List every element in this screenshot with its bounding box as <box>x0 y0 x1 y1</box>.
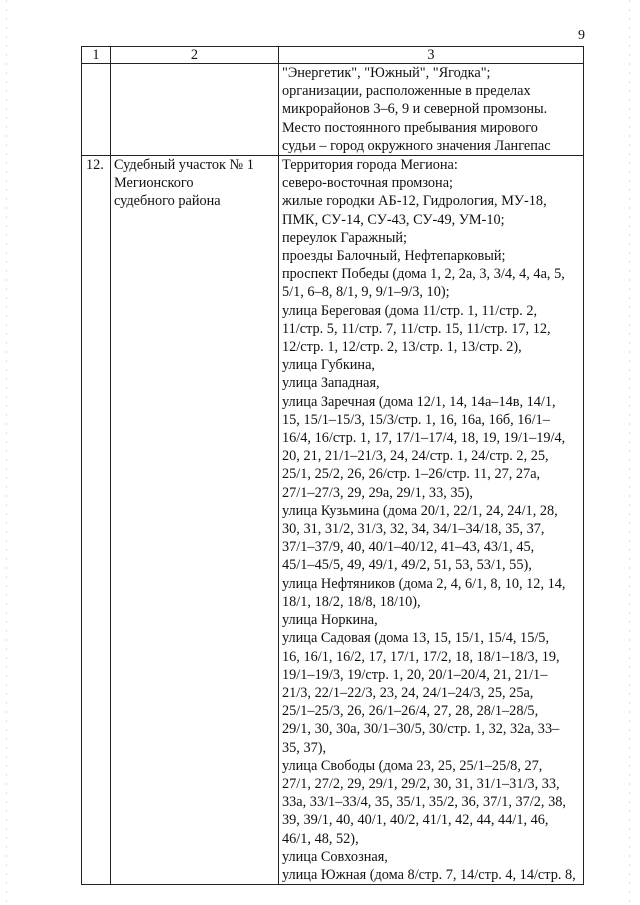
territory-line: 19/1–19/3, 19/стр. 1, 20, 20/1–20/4, 21, 21/1– <box>282 666 548 683</box>
district-name-line: судебного района <box>114 193 221 210</box>
territory-line: 21/3, 22/1–22/3, 23, 24, 24/1–24/3, 25, 25а, <box>282 684 534 701</box>
district-name-line: Мегионского <box>114 175 194 192</box>
territory-line: 25/1, 25/2, 26, 26/стр. 1–26/стр. 11, 27, 27а, <box>282 466 541 483</box>
table-header-row <box>82 47 584 64</box>
territory-line: Территория города Мегиона: <box>282 157 458 174</box>
territory-line: Место постоянного пребывания мирового <box>282 119 538 136</box>
territory-cell <box>279 156 584 885</box>
territory-line: улица Береговая (дома 11/стр. 1, 11/стр. 2, <box>282 302 538 319</box>
continuation-territory-cell <box>279 64 584 156</box>
territory-line: 11/стр. 5, 11/стр. 7, 11/стр. 15, 11/стр. 17, 12, <box>282 320 551 337</box>
territory-line: 33а, 33/1–33/4, 35, 35/1, 35/2, 36, 37/1, 37/2, 38, <box>282 794 566 811</box>
row-number: 12. <box>82 156 111 885</box>
territory-line: микрорайонов 3–6, 9 и северной промзоны. <box>282 101 548 118</box>
territory-line: "Энергетик", "Южный", "Ягодка"; <box>282 65 491 81</box>
territory-line: 29/1, 30, 30а, 30/1–30/5, 30/стр. 1, 32, 32а, 33– <box>282 721 560 738</box>
header-col-1: 1 <box>82 47 111 64</box>
territory-line: ПМК, СУ-14, СУ-43, СУ-49, УМ-10; <box>282 211 505 228</box>
territory-line: 12/стр. 1, 12/стр. 2, 13/стр. 1, 13/стр. 2), <box>282 339 522 356</box>
territory-line: проезды Балочный, Нефтепарковый; <box>282 248 506 265</box>
territory-line: 5/1, 6–8, 8/1, 9, 9/1–9/3, 10); <box>282 284 450 301</box>
territory-line: проспект Победы (дома 1, 2, 2а, 3, 3/4, 4, 4а, 5, <box>282 266 565 283</box>
territory-line: улица Совхозная, <box>282 848 388 865</box>
territory-line: улица Западная, <box>282 375 380 392</box>
header-col-2: 2 <box>111 47 279 64</box>
territory-line: улица Кузьмина (дома 20/1, 22/1, 24, 24/1, 28, <box>282 502 558 519</box>
territory-line: улица Нефтяников (дома 2, 4, 6/1, 8, 10, 12, 14, <box>282 575 566 592</box>
territory-line: переулок Гаражный; <box>282 229 407 246</box>
district-name-cell <box>111 156 279 885</box>
scan-artifact-right <box>629 0 630 905</box>
table-row <box>82 64 584 156</box>
district-name-line: Судебный участок № 1 <box>114 157 254 174</box>
territory-line: организации, расположенные в пределах <box>282 83 531 100</box>
territory-line: улица Южная (дома 8/стр. 7, 14/стр. 4, 14/стр. 8, <box>282 866 576 883</box>
continuation-name-cell <box>111 64 279 156</box>
territory-line: северо-восточная промзона; <box>282 175 454 192</box>
continuation-number-cell <box>82 64 111 156</box>
territory-line: 37/1–37/9, 40, 40/1–40/12, 41–43, 43/1, 45, <box>282 539 535 556</box>
territory-line: улица Свободы (дома 23, 25, 25/1–25/8, 27, <box>282 757 543 774</box>
territory-line: улица Норкина, <box>282 612 378 629</box>
page-number: 9 <box>578 28 585 43</box>
territory-line: 30, 31, 31/2, 31/3, 32, 34, 34/1–34/18, 35, 37, <box>282 521 545 538</box>
table-row <box>82 156 584 885</box>
territory-line: 27/1–27/3, 29, 29а, 29/1, 33, 35), <box>282 484 474 501</box>
territory-line: 27/1, 27/2, 29, 29/1, 29/2, 30, 31, 31/1–31/3, 33, <box>282 775 560 792</box>
scan-artifact-left <box>6 0 7 905</box>
territory-line: 16/4, 16/стр. 1, 17, 17/1–17/4, 18, 19, 19/1–19/4, <box>282 430 566 447</box>
court-district-table <box>81 46 584 885</box>
territory-line: 16, 16/1, 16/2, 17, 17/1, 17/2, 18, 18/1–18/3, 19, <box>282 648 560 665</box>
territory-line: 45/1–45/5, 49, 49/1, 49/2, 51, 53, 53/1, 55), <box>282 557 532 574</box>
territory-line: 35, 37), <box>282 739 327 756</box>
territory-line: улица Губкина, <box>282 357 375 374</box>
territory-line: жилые городки АБ-12, Гидрология, МУ-18, <box>282 193 547 210</box>
territory-line: 25/1–25/3, 26, 26/1–26/4, 27, 28, 28/1–28/5, <box>282 703 539 720</box>
territory-line: улица Садовая (дома 13, 15, 15/1, 15/4, 15/5, <box>282 630 550 647</box>
header-col-3: 3 <box>279 47 584 64</box>
territory-line: 20, 21, 21/1–21/3, 24, 24/стр. 1, 24/стр. 2, 25, <box>282 448 549 465</box>
territory-line: 18/1, 18/2, 18/8, 18/10), <box>282 593 421 610</box>
territory-line: улица Заречная (дома 12/1, 14, 14а–14в, 14/1, <box>282 393 556 410</box>
territory-line: судьи – город окружного значения Лангепас <box>282 137 551 154</box>
territory-line: 39, 39/1, 40, 40/1, 40/2, 41/1, 42, 44, 44/1, 46, <box>282 812 549 829</box>
territory-line: 46/1, 48, 52), <box>282 830 359 847</box>
territory-line: 15, 15/1–15/3, 15/3/стр. 1, 16, 16а, 16б, 16/1– <box>282 411 550 428</box>
